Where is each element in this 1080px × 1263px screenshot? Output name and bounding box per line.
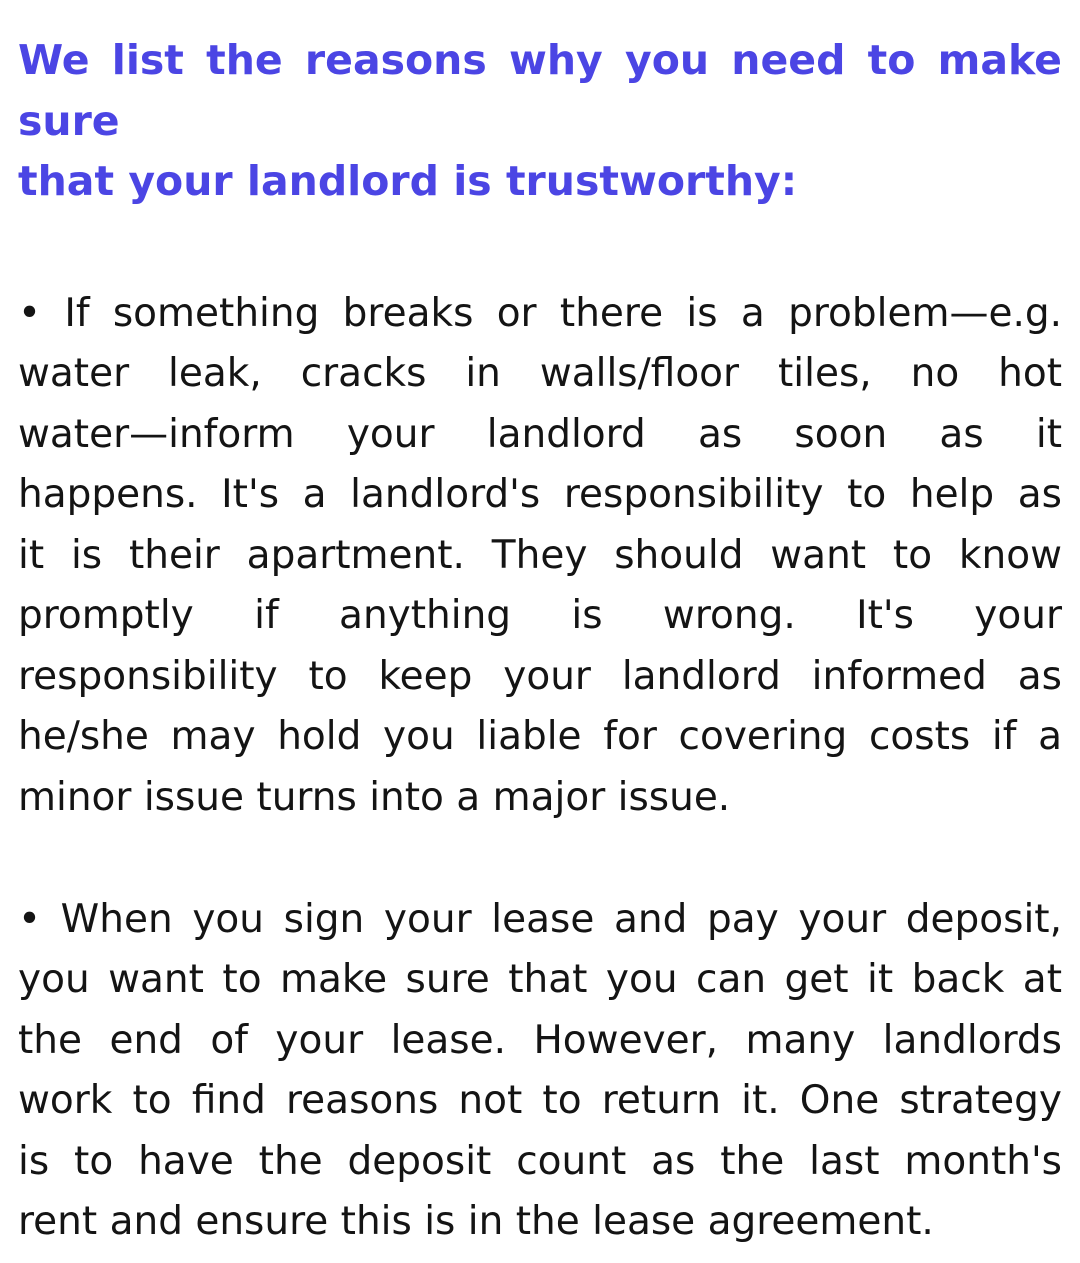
bullet-2-line-5: is to have the deposit count as the last month's bbox=[18, 1138, 1062, 1184]
bullet-2-line-2: you want to make sure that you can get it back at bbox=[18, 957, 1062, 1003]
bullet-1-line-3: water—inform your landlord as soon as it bbox=[18, 411, 1062, 457]
bullet-1-line-4: happens. It's a landlord's responsibility to help as bbox=[18, 472, 1062, 518]
bullet-paragraph-1 bbox=[18, 284, 1062, 828]
bullet-2-line-1: • When you sign your lease and pay your deposit, bbox=[18, 896, 1062, 942]
bullet-2-line-3: the end of your lease. However, many landlords bbox=[18, 1017, 1062, 1063]
bullet-1-line-6: promptly if anything is wrong. It's your bbox=[18, 593, 1062, 639]
bullet-1-line-7: responsibility to keep your landlord informed as bbox=[18, 653, 1062, 699]
paragraph-spacer bbox=[18, 828, 1062, 890]
page-title-line-1: We list the reasons why you need to make sure bbox=[18, 36, 1062, 145]
bullet-1-line-9: minor issue turns into a major issue. bbox=[18, 774, 731, 820]
bullet-1-line-2: water leak, cracks in walls/floor tiles, no hot bbox=[18, 351, 1062, 397]
bullet-1-line-1: • If something breaks or there is a problem—e.g. bbox=[18, 291, 1062, 337]
page-title bbox=[18, 30, 1062, 212]
bullet-2-line-4: work to find reasons not to return it. One strategy bbox=[18, 1078, 1062, 1124]
bullet-paragraph-2 bbox=[18, 890, 1062, 1253]
bullet-1-line-5: it is their apartment. They should want to know bbox=[18, 532, 1062, 578]
bullet-2-line-6: rent and ensure this is in the lease agreement. bbox=[18, 1199, 934, 1245]
bullet-1-line-8: he/she may hold you liable for covering costs if a bbox=[18, 714, 1062, 760]
heading-body-spacer bbox=[18, 218, 1062, 284]
page-title-line-2: that your landlord is trustworthy: bbox=[18, 157, 798, 206]
